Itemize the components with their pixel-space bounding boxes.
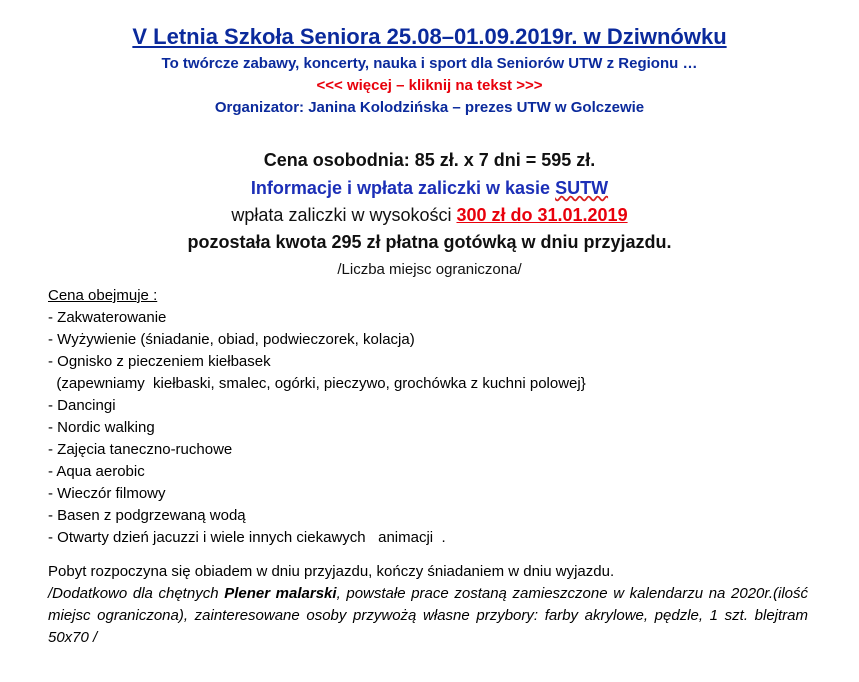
price-line: Cena osobodnia: 85 zł. x 7 dni = 595 zł. [263,150,596,170]
list-item: - Zakwaterowanie [48,309,167,326]
remaining-payment-line: pozostała kwota 295 zł płatna gotówką w dniu przyjazdu. [187,232,672,252]
list-item: - Otwarty dzień jacuzzi i wiele innych ciekawych animacji . [48,529,446,546]
list-item: - Wyżywienie (śniadanie, obiad, podwieczorek, kolacja) [48,331,415,348]
more-link[interactable]: <<< więcej – kliknij na tekst >>> [316,77,543,94]
info-line [0,178,859,199]
list-item: - Ognisko z pieczeniem kiełbasek [48,353,271,370]
list-item: - Aqua aerobic [48,463,145,480]
organizer-line: Organizator: Janina Kolodzińska – prezes UTW w Golczewie [214,99,645,116]
includes-heading: Cena obejmuje : [48,287,158,304]
subtitle: To twórcze zabawy, koncerty, nauka i sport dla Seniorów UTW z Regionu … [161,55,698,72]
deposit-line [0,205,859,226]
extra-bold: Plener malarski [224,585,337,602]
includes-list [48,285,586,549]
list-item: - Dancingi [48,397,116,414]
list-item: - Wieczór filmowy [48,485,166,502]
list-item: (zapewniamy kiełbaski, smalec, ogórki, pieczywo, grochówka z kuchni polowej} [48,375,586,392]
stay-line: Pobyt rozpoczyna się obiadem w dniu przyjazdu, kończy śniadaniem w dniu wyjazdu. [48,563,615,580]
list-item: - Nordic walking [48,419,155,436]
deposit-amount: 300 zł do 31.01.2019 [456,205,628,225]
sutw-label: SUTW [555,178,609,198]
page-title: V Letnia Szkoła Seniora 25.08–01.09.2019r. w Dziwnówku [132,24,727,49]
extra-suffix: , powstałe prace zostaną zamieszczone w kalendarzu na 2020r.(ilość miejsc ograniczona), zainteresowane osoby przywożą własne przybory: farby akrylowe, pędzle, 1 szt. blejtram 50x70 / [48,585,808,646]
limited-places-note: /Liczba miejsc ograniczona/ [337,261,522,278]
footer-notes [48,561,808,649]
extra-note [48,583,808,649]
extra-prefix: /Dodatkowo dla chętnych [48,585,225,602]
list-item: - Basen z podgrzewaną wodą [48,507,246,524]
info-prefix: Informacje i wpłata zaliczki w kasie [250,178,556,198]
list-item: - Zajęcia taneczno-ruchowe [48,441,233,458]
deposit-prefix: wpłata zaliczki w wysokości [231,205,457,225]
